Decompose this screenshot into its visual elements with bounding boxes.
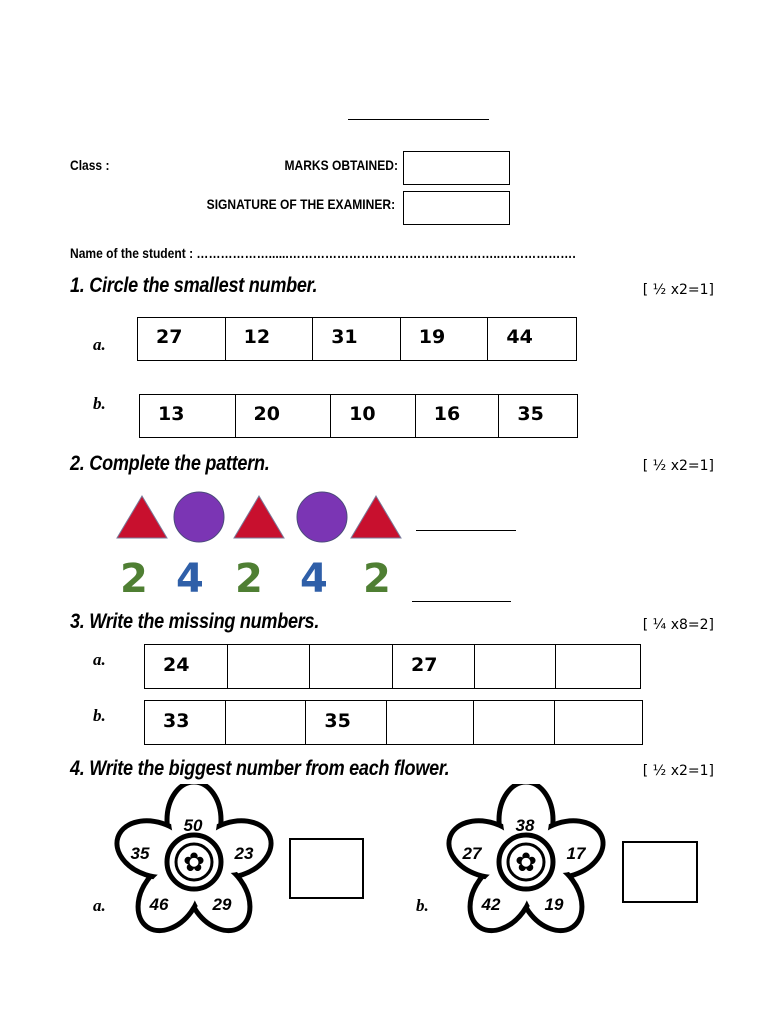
number-cell[interactable]: 31 — [313, 318, 401, 360]
q1-a-label: a. — [93, 335, 106, 354]
q4-b-label: b. — [416, 896, 429, 915]
triangle-shape — [117, 496, 167, 538]
q2-marks: [ ½ x2=1] — [642, 458, 714, 474]
signature-field[interactable] — [403, 191, 510, 225]
pattern-digit: 4 — [300, 556, 328, 602]
q1-title: 1. Circle the smallest number. — [70, 274, 318, 297]
pattern-digit: 2 — [120, 556, 148, 602]
shape-pattern — [110, 488, 410, 548]
q1-row-b — [139, 394, 578, 438]
blank-cell[interactable] — [387, 701, 474, 744]
q2-title: 2. Complete the pattern. — [70, 452, 270, 475]
blank-cell[interactable] — [475, 645, 557, 688]
number-cell[interactable]: 35 — [306, 701, 387, 744]
petal-number: 46 — [149, 895, 169, 914]
q3-row-a — [144, 644, 641, 689]
number-cell[interactable]: 27 — [138, 318, 226, 360]
petal-number: 38 — [515, 816, 535, 835]
petal-number: 35 — [130, 844, 150, 863]
flower-a — [104, 784, 284, 944]
pattern-digit: 4 — [176, 556, 204, 602]
triangle-shape — [234, 496, 284, 538]
flower-b-answer-box[interactable] — [622, 841, 698, 903]
q3-marks: [ ¼ x8=2] — [642, 617, 714, 633]
shape-answer-blank[interactable] — [416, 530, 516, 531]
q4-a-label: a. — [93, 896, 106, 915]
title-underline — [348, 119, 489, 120]
petal-number: 29 — [212, 895, 232, 914]
q3-row-b — [144, 700, 643, 745]
blank-cell[interactable] — [474, 701, 556, 744]
flower-a-answer-box[interactable] — [289, 838, 364, 899]
flower-center-icon: ✿ — [515, 848, 537, 878]
pattern-digit: 2 — [363, 556, 391, 602]
q3-title: 3. Write the missing numbers. — [70, 610, 320, 633]
petal-number: 17 — [566, 844, 586, 863]
digit-answer-blank[interactable] — [412, 601, 511, 602]
petal-number: 50 — [183, 816, 203, 835]
class-label: Class : — [70, 157, 110, 173]
blank-cell[interactable] — [556, 645, 640, 688]
petal-number: 19 — [544, 895, 564, 914]
student-name-line[interactable]: Name of the student : ………………......……………………………………………..………………. — [70, 245, 576, 261]
number-cell[interactable]: 24 — [145, 645, 228, 688]
q4-title: 4. Write the biggest number from each flower. — [70, 757, 450, 780]
circle-shape — [174, 492, 224, 542]
q3-b-label: b. — [93, 706, 106, 725]
marks-obtained-field[interactable] — [403, 151, 510, 185]
blank-cell[interactable] — [228, 645, 311, 688]
number-cell[interactable]: 13 — [140, 395, 236, 437]
q1-row-a — [137, 317, 577, 361]
pattern-digit: 2 — [235, 556, 263, 602]
petal-number: 42 — [481, 895, 501, 914]
petal-number: 23 — [234, 844, 254, 863]
number-cell[interactable]: 33 — [145, 701, 226, 744]
marks-obtained-label: MARKS OBTAINED: — [284, 157, 398, 173]
number-cell[interactable]: 12 — [226, 318, 314, 360]
number-cell[interactable]: 44 — [506, 326, 533, 348]
number-cell[interactable]: 10 — [331, 395, 416, 437]
q1-marks: [ ½ x2=1] — [642, 282, 714, 298]
number-cell[interactable]: 35 — [517, 403, 544, 425]
number-cell[interactable]: 27 — [393, 645, 475, 688]
blank-cell[interactable] — [226, 701, 307, 744]
q4-marks: [ ½ x2=1] — [642, 763, 714, 779]
blank-cell[interactable] — [555, 701, 642, 744]
number-cell[interactable]: 16 — [416, 395, 500, 437]
q3-a-label: a. — [93, 650, 106, 669]
blank-cell[interactable] — [310, 645, 393, 688]
triangle-shape — [351, 496, 401, 538]
q1-b-label: b. — [93, 394, 106, 413]
flower-b — [436, 784, 616, 944]
circle-shape — [297, 492, 347, 542]
petal-number: 27 — [462, 844, 482, 863]
signature-label: SIGNATURE OF THE EXAMINER: — [206, 196, 395, 212]
flower-center-icon: ✿ — [183, 848, 205, 878]
digit-pattern — [110, 556, 400, 608]
number-cell[interactable]: 19 — [401, 318, 489, 360]
number-cell[interactable]: 20 — [236, 395, 332, 437]
